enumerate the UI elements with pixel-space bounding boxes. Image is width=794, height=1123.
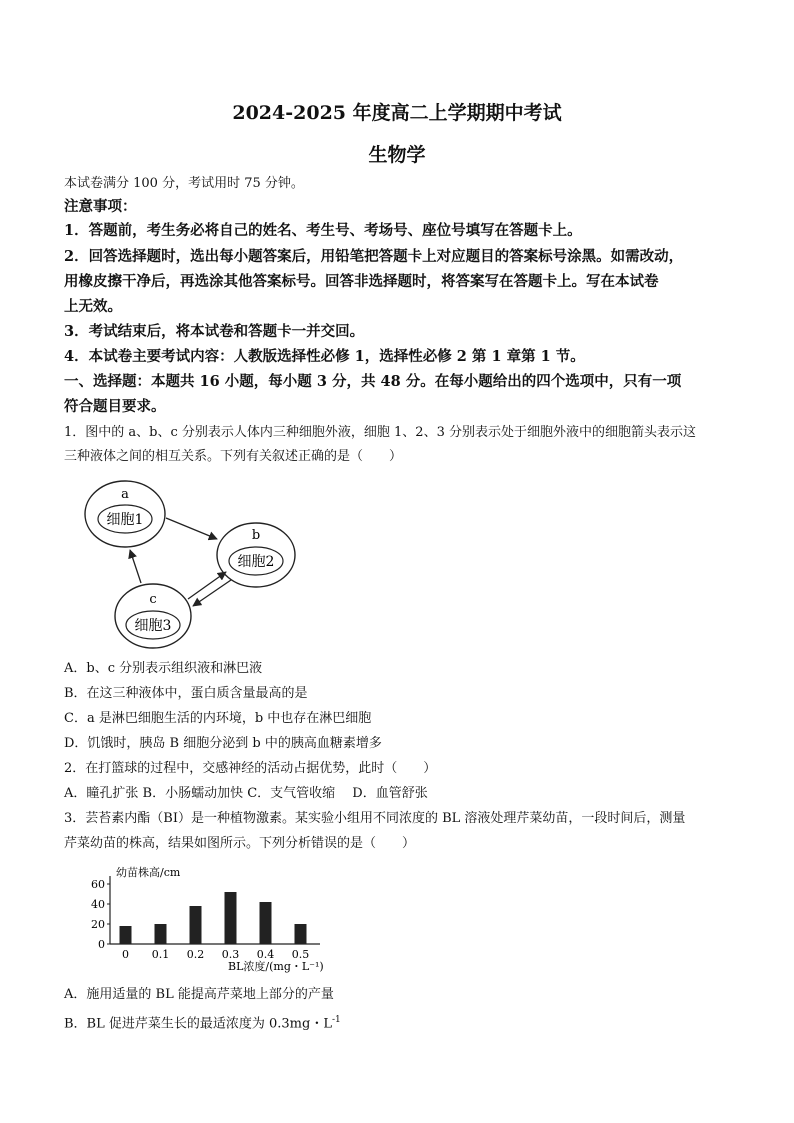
fluid-a-node: [85, 481, 165, 547]
chart-x-tick-label: 0: [122, 948, 129, 961]
chart-y-tick-label: 40: [91, 898, 105, 911]
notice-item-1: 1．答题前，考生务必将自己的姓名、考生号、考场号、座位号填写在答题卡上。: [64, 222, 582, 239]
chart-bar-0.3: [225, 892, 237, 944]
question-3-option-a: A．施用适量的 BL 能提高芹菜地上部分的产量: [64, 987, 334, 1002]
question-2-stem: 2．在打篮球的过程中，交感神经的活动占据优势，此时（ ）: [64, 761, 437, 776]
question-3-option-b: [64, 1011, 734, 1033]
notice-heading: 注意事项：: [64, 198, 137, 215]
arrow-c-to-a: [130, 550, 141, 583]
bl-height-bar-chart: [80, 858, 380, 978]
notice-item-4: 4．本试卷主要考试内容：人教版选择性必修 1，选择性必修 2 第 1 章第 1 节。: [64, 348, 585, 365]
notice-item-2-line-3: 上无效。: [64, 298, 122, 315]
fluid-b-label: b: [251, 528, 261, 543]
question-1-stem-line-1: 1．图中的 a、b、c 分别表示人体内三种细胞外液，细胞 1、2、3 分别表示处于细胞外液中的细胞箭头表示这: [64, 425, 696, 440]
notice-item-3: 3．考试结束后，将本试卷和答题卡一并交回。: [64, 323, 365, 340]
question-3-option-b-superscript: -1: [331, 1015, 341, 1025]
chart-x-tick-label: 0.1: [151, 948, 170, 961]
exam-intro: 本试卷满分 100 分，考试用时 75 分钟。: [64, 176, 304, 191]
chart-x-tick-label: 0.5: [291, 948, 310, 961]
notice-item-2-line-2: 用橡皮擦干净后，再选涂其他答案标号。回答非选择题时，将答案写在答题卡上。写在本试卷: [64, 273, 659, 290]
arrow-c-to-b: [188, 572, 226, 599]
exam-subject: 生物学: [368, 144, 426, 166]
chart-x-tick-label: 0.4: [256, 948, 275, 961]
notice-item-2-line-1: 2．回答选择题时，选出每小题答案后，用铅笔把答题卡上对应题目的答案标号涂黑。如需改动，: [64, 248, 684, 265]
question-3-option-b-text: B．BL 促进芹菜生长的最适浓度为 0.3mg・L: [64, 1016, 332, 1032]
fluid-a-label: a: [121, 487, 129, 502]
fluid-c-label: c: [149, 592, 157, 607]
fluid-relationship-diagram: [80, 476, 310, 656]
cell-1-label: 细胞1: [106, 512, 144, 528]
section-1-heading-line-1: 一、选择题：本题共 16 小题，每小题 3 分，共 48 分。在每小题给出的四个选项中，只有一项: [64, 373, 682, 390]
chart-bar-0.2: [190, 906, 202, 944]
section-1-heading-line-2: 符合题目要求。: [64, 398, 166, 415]
cell-2-label: 细胞2: [237, 554, 275, 570]
question-2-options: A．瞳孔扩张 B．小肠蠕动加快 C．支气管收缩 D．血管舒张: [64, 786, 428, 801]
exam-title: 2024-2025 年度高二上学期期中考试: [232, 102, 562, 124]
chart-y-tick-label: 60: [91, 878, 105, 891]
chart-bar-0.4: [260, 902, 272, 944]
cell-3-label: 细胞3: [134, 618, 172, 634]
chart-y-tick-label: 0: [98, 938, 105, 951]
fluid-b-node: [217, 523, 295, 587]
chart-y-axis-label: 幼苗株高/cm: [116, 866, 181, 879]
question-3-stem-line-1: 3．芸苔素内酯（BI）是一种植物激素。某实验小组用不同浓度的 BL 溶液处理芹菜幼苗，一段时间后，测量: [64, 811, 686, 826]
arrow-a-to-b: [166, 518, 217, 539]
chart-bar-0: [120, 926, 132, 944]
chart-bar-0.5: [295, 924, 307, 944]
fluid-c-node: [115, 584, 191, 648]
arrow-b-to-c: [193, 580, 231, 606]
question-1-stem-line-2: 三种液体之间的相互关系。下列有关叙述正确的是（ ）: [64, 449, 403, 464]
question-1-option-d: D．饥饿时，胰岛 B 细胞分泌到 b 中的胰高血糖素增多: [64, 736, 382, 751]
question-1-option-c: C．a 是淋巴细胞生活的内环境，b 中也存在淋巴细胞: [64, 711, 372, 726]
question-1-option-b: B．在这三种液体中，蛋白质含量最高的是: [64, 686, 308, 701]
chart-x-axis-label: BL浓度/(mg・L⁻¹): [228, 960, 324, 973]
chart-x-tick-label: 0.2: [186, 948, 205, 961]
chart-y-tick-label: 20: [91, 918, 105, 931]
question-3-stem-line-2: 芹菜幼苗的株高，结果如图所示。下列分析错误的是（ ）: [64, 836, 416, 851]
question-1-option-a: A．b、c 分别表示组织液和淋巴液: [64, 661, 263, 676]
chart-bar-0.1: [155, 924, 167, 944]
chart-x-tick-label: 0.3: [221, 948, 240, 961]
